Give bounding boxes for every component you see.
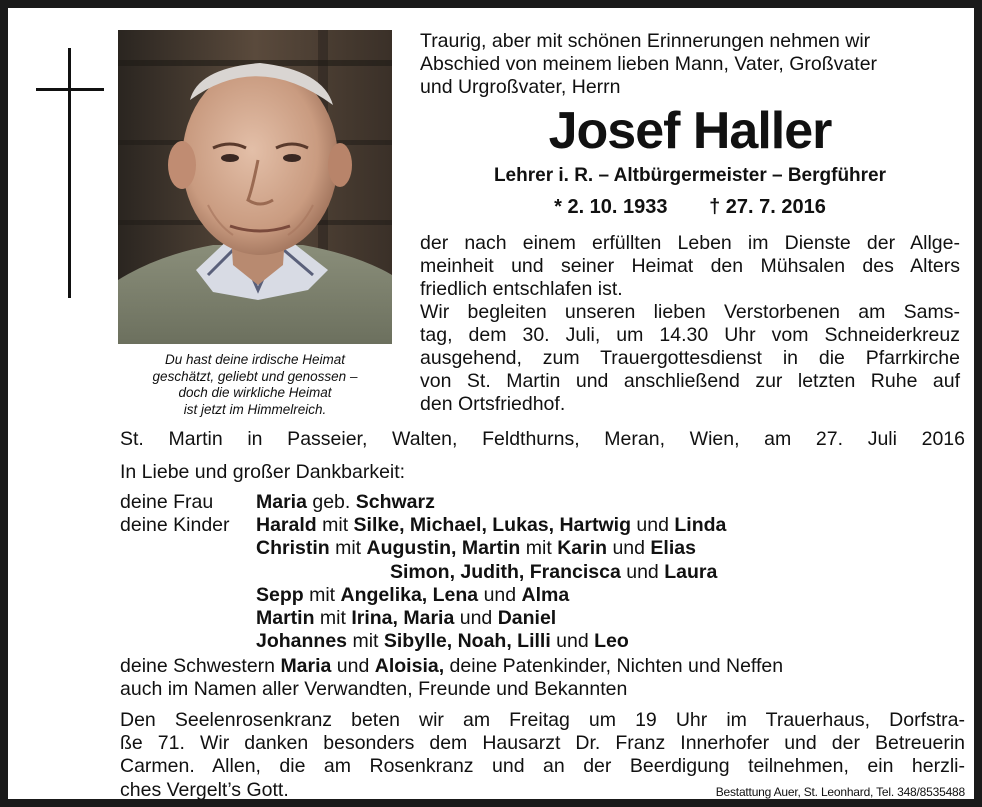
- closing-last-row: [120, 779, 965, 804]
- caption-line: geschätzt, geliebt und genossen –: [152, 368, 358, 384]
- caption-line: doch die wirkliche Heimat: [178, 385, 332, 400]
- cross-icon: [68, 48, 71, 298]
- intro-text: [420, 30, 960, 99]
- caption-line: Du hast deine irdische Heimat: [164, 352, 346, 367]
- intro-line: und Urgroßvater, Herrn: [420, 76, 621, 98]
- undertaker-info: Bestattung Auer, St. Leonhard, Tel. 348/8535488: [715, 784, 965, 799]
- closing-line: Carmen. Allen, die am Rosenkranz und an der Beerdigung teilnehmen, ein herzli-: [120, 755, 965, 778]
- relative-label: deine Kinder: [120, 514, 230, 537]
- body-line: der nach einem erfüllten Leben im Dienste der Allge-: [420, 232, 960, 254]
- deceased-name: Josef Haller: [548, 102, 832, 160]
- deceased-titles: Lehrer i. R. – Altbürgermeister – Bergführer: [493, 165, 887, 186]
- birth-date: * 2. 10. 1933: [554, 196, 668, 218]
- family-line: Simon, Judith, Francisca und Laura: [390, 560, 718, 583]
- relative-names: Maria geb. Schwarz: [256, 491, 435, 513]
- life-dates: [420, 194, 960, 220]
- family-line: Harald mit Silke, Michael, Lukas, Hartwig und Linda: [256, 514, 727, 537]
- relative-label: deine Frau: [120, 491, 214, 513]
- intro-line: Traurig, aber mit schönen Erinnerungen nehmen wir: [420, 30, 871, 52]
- body-line: den Ortsfriedhof.: [420, 393, 566, 415]
- relatives-summary: [120, 655, 965, 701]
- closing-line: ße 71. Wir danken besonders dem Hausarzt Dr. Franz Innerhofer und der Betreuerin: [120, 732, 965, 755]
- body-line: Wir begleiten unseren lieben Verstorbenen am Sams-: [420, 301, 960, 323]
- photo-caption: [118, 352, 392, 418]
- family-line: Sepp mit Angelika, Lena und Alma: [256, 583, 570, 606]
- closing-text: [120, 709, 965, 804]
- death-date: † 27. 7. 2016: [709, 196, 826, 218]
- cross-icon-bar: [36, 88, 104, 91]
- sisters-line: deine Schwestern Maria und Aloisia, deine Patenkinder, Nichten und Neffen: [120, 655, 784, 677]
- portrait-photo: [118, 30, 392, 344]
- body-line: ausgehend, zum Trauergottesdienst in die Pfarrkirche: [420, 347, 960, 369]
- family-line: Christin mit Augustin, Martin mit Karin und Elias: [256, 537, 696, 560]
- body-line: meinheit und seiner Heimat den Mühsalen des Alters: [420, 255, 960, 277]
- all-relatives-line: auch im Namen aller Verwandten, Freunde und Bekannten: [120, 678, 628, 700]
- body-line: friedlich entschlafen ist.: [420, 278, 623, 300]
- family-line: Johannes mit Sibylle, Noah, Lilli und Leo: [256, 630, 629, 653]
- body-line: von St. Martin und anschließend zur letzten Ruhe auf: [420, 370, 960, 392]
- place-date-line: St. Martin in Passeier, Walten, Feldthurns, Meran, Wien, am 27. Juli 2016: [120, 428, 965, 450]
- caption-line: ist jetzt im Himmelreich.: [183, 401, 327, 417]
- closing-line: Den Seelenrosenkranz beten wir am Freitag um 19 Uhr im Trauerhaus, Dorfstra-: [120, 709, 965, 731]
- thanks-line: In Liebe und großer Dankbarkeit:: [120, 461, 406, 483]
- closing-line: ches Vergelt’s Gott.: [120, 778, 289, 801]
- family-line: Martin mit Irina, Maria und Daniel: [256, 606, 557, 629]
- intro-line: Abschied von meinem lieben Mann, Vater, Großvater: [420, 53, 878, 75]
- body-text: [420, 232, 960, 416]
- body-line: tag, dem 30. Juli, um 14.30 Uhr vom Schneiderkreuz: [420, 324, 960, 346]
